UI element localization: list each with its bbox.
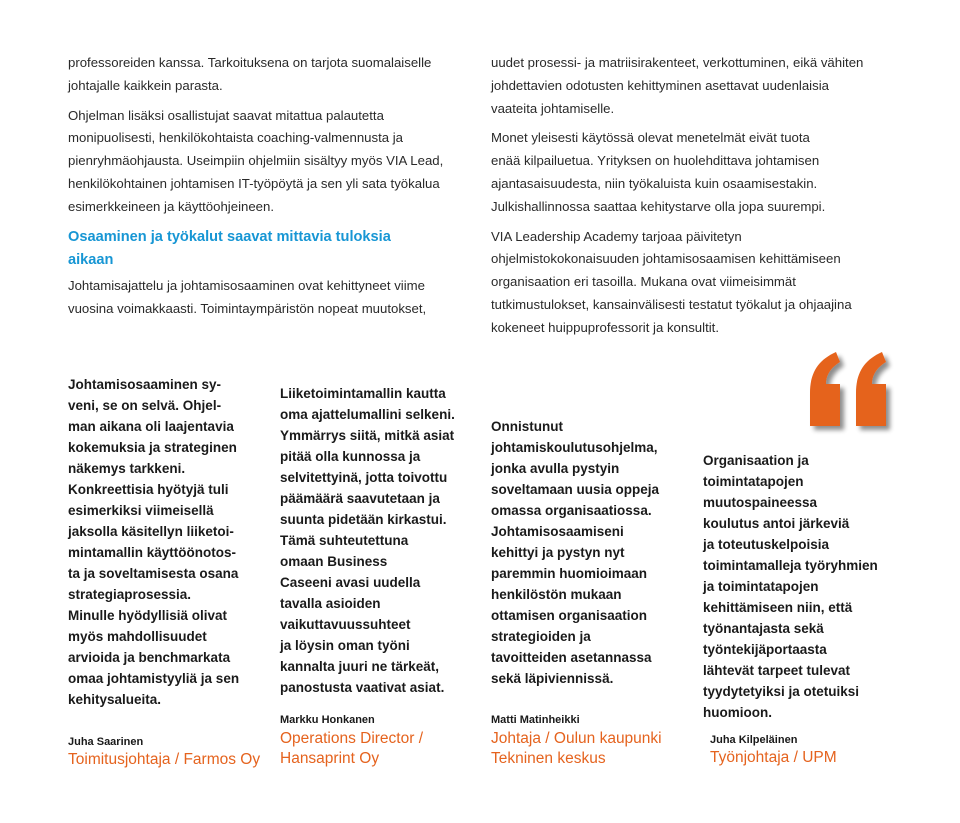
section-heading-block [68, 226, 391, 272]
quote-line: soveltamaan uusia oppeja [491, 482, 660, 497]
quote-line: muutospaineessa [703, 495, 818, 510]
section-heading-line: aikaan [68, 251, 114, 268]
testimonial-author-title [710, 748, 837, 768]
quote-line: omaa johtamistyyliä ja sen [68, 671, 240, 686]
testimonial-author-name: Juha Saarinen [68, 736, 144, 748]
quote-line: tyydytetyiksi ja otetuiksi [703, 684, 860, 699]
quote-line: panostusta vaativat asiat. [280, 680, 445, 695]
body-line: pienryhmäohjausta. Useimpiin ohjelmiin sisältyy myös VIA Lead, [68, 153, 444, 169]
body-line: tutkimustulokset, kansainvälisesti testatut työkalut ja ohjaajina [491, 296, 852, 312]
quote-line: kehittyi ja pystyn nyt [491, 545, 625, 560]
body-line: Johtamisajattelu ja johtamisosaaminen ovat kehittyneet viime [68, 278, 425, 293]
body-line: organisaation eri tasoilla. Mukana ovat viimeisimmät [491, 274, 796, 290]
testimonial-quote [491, 416, 659, 689]
after-heading-text [68, 275, 426, 321]
quote-line: toimintatapojen [703, 474, 804, 489]
quote-line: työntekijäportaasta [703, 642, 827, 657]
quote-line: huomioon. [703, 705, 772, 720]
quote-line: ja löysin oman työni [280, 638, 410, 653]
body-line: kokeneet huippuprofessorit ja konsultit. [491, 319, 719, 335]
quote-line: tavalla asioiden [280, 596, 381, 611]
quote-line: toimintamalleja työryhmien [703, 558, 878, 573]
quote-line: Liiketoimintamallin kautta [280, 386, 446, 401]
quote-line: kehitysalueita. [68, 692, 162, 707]
quote-line: esimerkiksi viimeisellä [68, 503, 214, 518]
quote-line: jonka avulla pystyin [491, 461, 620, 476]
quote-line: paremmin huomioimaan [491, 566, 648, 581]
quote-line: vaikuttavuussuhteet [280, 617, 411, 632]
quote-line: man aikana oli laajentavia [68, 419, 234, 434]
quote-line: kannalta juuri ne tärkeät, [280, 659, 440, 674]
body-line: Ohjelman lisäksi osallistujat saavat mitattua palautetta [68, 107, 384, 123]
author-title-line: Työnjohtaja / UPM [710, 749, 837, 766]
testimonial-quote [703, 450, 878, 723]
body-line: professoreiden kanssa. Tarkoituksena on tarjota suomalaiselle [68, 55, 432, 70]
body-line: ohjelmistokokonaisuuden johtamisosaamisen kehittämiseen [491, 251, 841, 267]
author-title-line: Johtaja / Oulun kaupunki [491, 730, 662, 747]
quote-line: jaksolla käsitellyn liiketoi- [68, 524, 234, 539]
quote-line: selvitettyinä, jotta toivottu [280, 470, 448, 485]
quote-line: arvioida ja benchmarkata [68, 650, 231, 665]
quote-line: mintamallin käyttöönotos- [68, 545, 237, 560]
quote-line: Konkreettisia hyötyjä tuli [68, 482, 229, 497]
testimonial-author-name: Juha Kilpeläinen [710, 734, 798, 746]
testimonial-author-title [68, 750, 260, 770]
quote-line: suunta pidetään kirkastui. [280, 512, 447, 527]
testimonial-author-title [491, 729, 662, 768]
quote-line: Johtamisosaaminen sy- [68, 377, 222, 392]
quote-line: omassa organisaatiossa. [491, 503, 652, 518]
body-line: VIA Leadership Academy tarjoaa päivitetyn [491, 228, 742, 244]
author-title-line: Operations Director / [280, 730, 423, 747]
quote-line: Organisaation ja [703, 453, 809, 468]
quote-line: tavoitteiden asetannassa [491, 650, 652, 665]
body-line: uudet prosessi- ja matriisirakenteet, verkottuminen, eikä vähiten [491, 55, 864, 70]
testimonial-author-title [280, 729, 423, 768]
quote-line: sekä läpiviennissä. [491, 671, 614, 686]
body-line: vaateita johtamiselle. [491, 100, 615, 116]
body-line: Julkishallinnossa saattaa kehitystarve olla jopa suurempi. [491, 198, 826, 214]
quote-line: työnantajasta sekä [703, 621, 824, 636]
testimonial-author-name: Matti Matinheikki [491, 714, 580, 726]
body-line: henkilökohtainen johtamisen IT-työpöytä ja sen yli sata työkalua [68, 175, 440, 191]
body-line: esimerkkeineen ja käyttöohjeineen. [68, 198, 274, 214]
body-line: vuosina voimakkaasti. Toimintaympäristön nopeat muutokset, [68, 300, 427, 316]
quote-line: kehittämiseen niin, että [703, 600, 853, 615]
intro-right-column [491, 52, 863, 340]
quote-line: ja toteutuskelpoisia [703, 537, 830, 552]
body-line: johtajalle kaikkein parasta. [68, 77, 223, 93]
testimonial-quote [280, 383, 455, 698]
quote-line: strategioiden ja [491, 629, 591, 644]
quote-line: oma ajattelumallini selkeni. [280, 407, 455, 422]
testimonial-author-name: Markku Honkanen [280, 714, 375, 726]
quote-line: näkemys tarkkeni. [68, 461, 186, 476]
body-line: enää kilpailuetua. Yrityksen on huolehdittava johtamisen [491, 153, 820, 169]
quote-line: myös mahdollisuudet [68, 629, 207, 644]
quote-line: kokemuksia ja strateginen [68, 440, 237, 455]
quote-line: Caseeni avasi uudella [280, 575, 421, 590]
quote-line: Ymmärrys siitä, mitkä asiat [280, 428, 455, 443]
quote-line: Johtamisosaamiseni [491, 524, 624, 539]
quote-line: koulutus antoi järkeviä [703, 516, 850, 531]
quote-line: Onnistunut [491, 419, 563, 434]
quote-line: omaan Business [280, 554, 388, 569]
section-heading-line: Osaaminen ja työkalut saavat mittavia tuloksia [68, 229, 391, 245]
quotation-mark-icon [798, 338, 908, 448]
body-line: johdettavien odotusten kehittyminen asettavat uudenlaisia [491, 77, 829, 93]
quote-line: ta ja soveltamisesta osana [68, 566, 239, 581]
quote-line: pitää olla kunnossa ja [280, 449, 421, 464]
quote-line: henkilöstön mukaan [491, 587, 622, 602]
quote-line: ottamisen organisaation [491, 608, 648, 623]
intro-left-column [68, 52, 443, 219]
author-title-line: Tekninen keskus [491, 749, 606, 767]
body-line: ajantasaisuudesta, niin työkaluista kuin osaamisestakin. [491, 175, 818, 191]
quote-line: veni, se on selvä. Ohjel- [68, 398, 222, 413]
quote-line: Minulle hyödyllisiä olivat [68, 608, 228, 623]
author-title-line: Hansaprint Oy [280, 749, 380, 767]
quote-line: päämäärä saavutetaan ja [280, 491, 440, 506]
quote-line: lähtevät tarpeet tulevat [703, 663, 851, 678]
body-line: Monet yleisesti käytössä olevat menetelmät eivät tuota [491, 130, 810, 146]
quote-line: Tämä suhteutettuna [280, 533, 409, 548]
quote-line: strategiaprosessia. [68, 587, 192, 602]
testimonial-quote [68, 374, 239, 710]
body-line: monipuolisesti, henkilökohtaista coaching-valmennusta ja [68, 130, 404, 146]
author-title-line: Toimitusjohtaja / Farmos Oy [68, 751, 261, 768]
quote-line: johtamiskoulutusohjelma, [491, 440, 658, 455]
quote-line: ja toimintatapojen [703, 579, 819, 594]
